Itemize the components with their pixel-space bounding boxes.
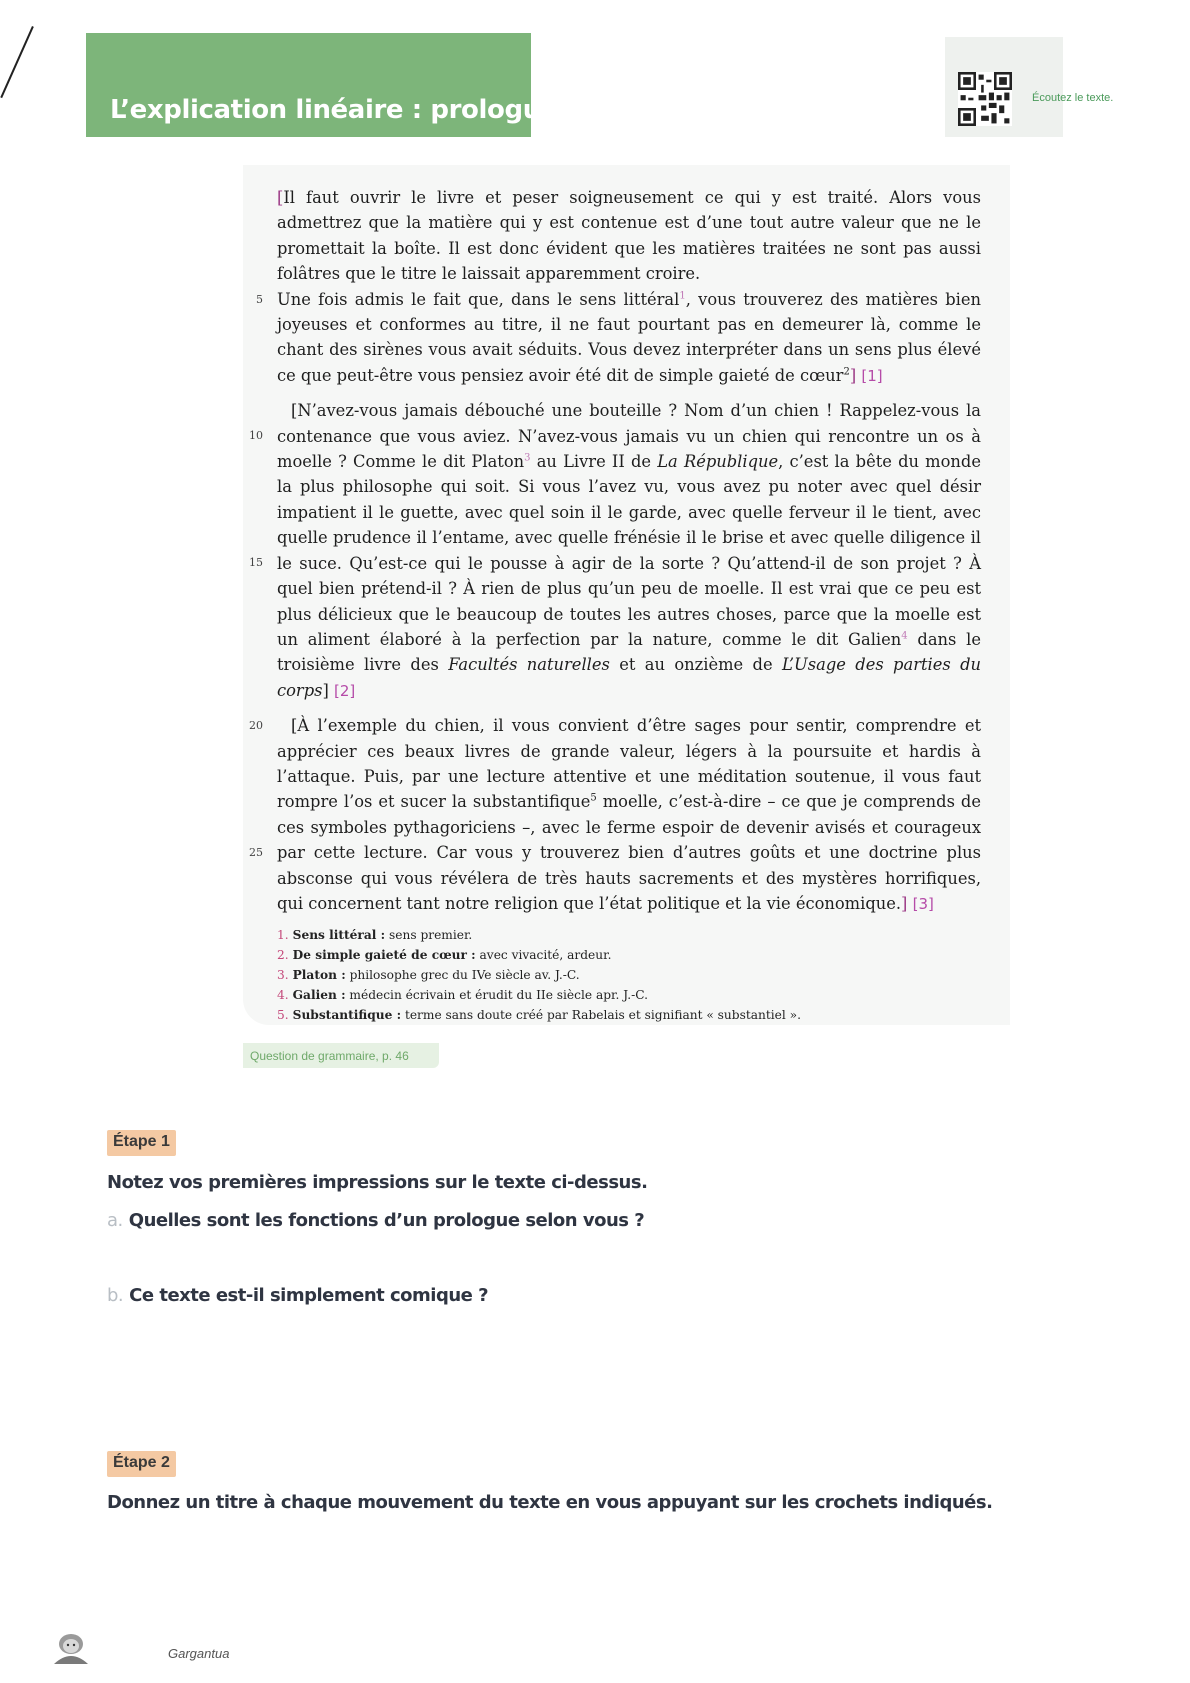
question-b: b. Ce texte est-il simplement comique ?	[107, 1285, 489, 1306]
note-ref-3[interactable]: 3	[524, 452, 531, 464]
pen-slash-mark	[0, 26, 34, 98]
etape-2-tag: Étape 2	[107, 1451, 176, 1477]
prologue-passage	[249, 185, 981, 917]
listen-link[interactable]: Écoutez le texte.	[1032, 92, 1114, 104]
line-number-10: 10	[249, 429, 263, 443]
movement-marker-1: [1]	[861, 366, 883, 385]
footnotes	[277, 925, 801, 1025]
paragraph-4: 20 25 [À l’exemple du chien, il vous convient d’être sages pour sentir, comprendre et apprécier ces beaux livres de grande valeur, légers à la poursuite et hardis à l’attaque. Puis, par une lecture attentive et une méditation soutenue, il vous faut rompre l’os et sucer la substantifique$^5$ moelle, c’est-à-dire – ce que je comprends de ces symboles pythagoriciens –, avec le ferme espoir de devenir avisés et courageux par cette lecture. Car vous y trouverez bien d’autres goûts et une doctrine plus absconse qui vous révélera de très hauts sacrements et des mystères horrifiques, qui concernent tant notre religion que l’état politique et la vie économique.] [3]	[277, 713, 981, 917]
etape-2-title: Donnez un titre à chaque mouvement du texte en vous appuyant sur les crochets indiqués.	[107, 1492, 993, 1513]
qr-code-icon[interactable]	[958, 72, 1012, 126]
paragraph-2: 5 Une fois admis le fait que, dans le sens littéral$^1$, vous trouverez des matières bien joyeuses et conformes au titre, il ne faut pourtant pas en demeurer là, comme le chant des sirènes vous avait séduits. Vous devez interpréter dans un sens plus élevé ce que peut-être vous pensiez avoir été dit de simple gaieté de cœur$^2$] [1]	[277, 287, 981, 390]
footnote-3: 3. Platon : philosophe grec du IVe siècle av. J.-C.	[277, 968, 580, 982]
line-number-25: 25	[249, 846, 263, 860]
question-a: a. Quelles sont les fonctions d’un prologue selon vous ?	[107, 1210, 645, 1231]
note-ref-4[interactable]: 4	[901, 630, 908, 642]
note-ref-2[interactable]: 2	[843, 366, 850, 378]
paragraph-1: [Il faut ouvrir le livre et peser soigneusement ce qui y est traité. Alors vous admettrez que la matière qui y est contenue est d’une tout autre valeur que ne le promettait la boîte. Il est donc évident que les matières traitées ne sont pas aussi folâtres que le titre le laissait apparemment croire.	[277, 188, 981, 284]
etape-1-tag: Étape 1	[107, 1130, 176, 1156]
grammar-link[interactable]: Question de grammaire, p. 46	[250, 1049, 409, 1063]
paragraph-3: 10 15 [N’avez-vous jamais débouché une bouteille ? Nom d’un chien ! Rappelez-vous la contenance que vous aviez. N’avez-vous jamais vu un chien qui rencontre un os à moelle ? Comme le dit Platon$^3$ au Livre II de La République, c’est la bête du monde la plus philosophe qui soit. Si vous l’avez vu, vous avez pu noter avec quel désir impatient il le guette, avec quel soin il le garde, avec quelle ferveur il le tient, avec quelle prudence il l’entame, avec quelle frénésie il le brise et avec quelle diligence il le suce. Qu’est-ce qui le pousse à agir de la sorte ? Qu’attend-il de son projet ? À quel bien prétend-il ? À rien de plus qu’un peu de moelle. Il est vrai que ce peu est plus délicieux que le beaucoup de toutes les autres choses, parce que la moelle est un aliment élaboré à la perfection par la nature, comme le dit Galien$^4$ dans le troisième livre des Facultés naturelles et au onzième de L’Usage des parties du corps] [2]	[277, 398, 981, 704]
etape-1-title: Notez vos premières impressions sur le texte ci-dessus.	[107, 1172, 648, 1193]
line-number-20: 20	[249, 719, 263, 733]
footnote-2: 2. De simple gaieté de cœur : avec vivacité, ardeur.	[277, 948, 612, 962]
footer-book-title: Gargantua	[168, 1646, 230, 1661]
note-ref-5[interactable]: 5	[590, 792, 597, 804]
gargantua-portrait-icon	[48, 1630, 94, 1666]
movement-marker-3: [3]	[912, 894, 934, 913]
page-title: L’explication linéaire : prologue	[110, 95, 559, 125]
line-number-15: 15	[249, 556, 263, 570]
note-ref-1[interactable]: 1	[679, 290, 686, 302]
movement-marker-2: [2]	[334, 681, 356, 700]
footnote-4: 4. Galien : médecin écrivain et érudit du IIe siècle apr. J.-C.	[277, 988, 648, 1002]
footnote-1: 1. Sens littéral : sens premier.	[277, 928, 473, 942]
footnote-5: 5. Substantifique : terme sans doute créé par Rabelais et signifiant « substantiel ».	[277, 1008, 801, 1022]
line-number-5: 5	[256, 292, 263, 306]
